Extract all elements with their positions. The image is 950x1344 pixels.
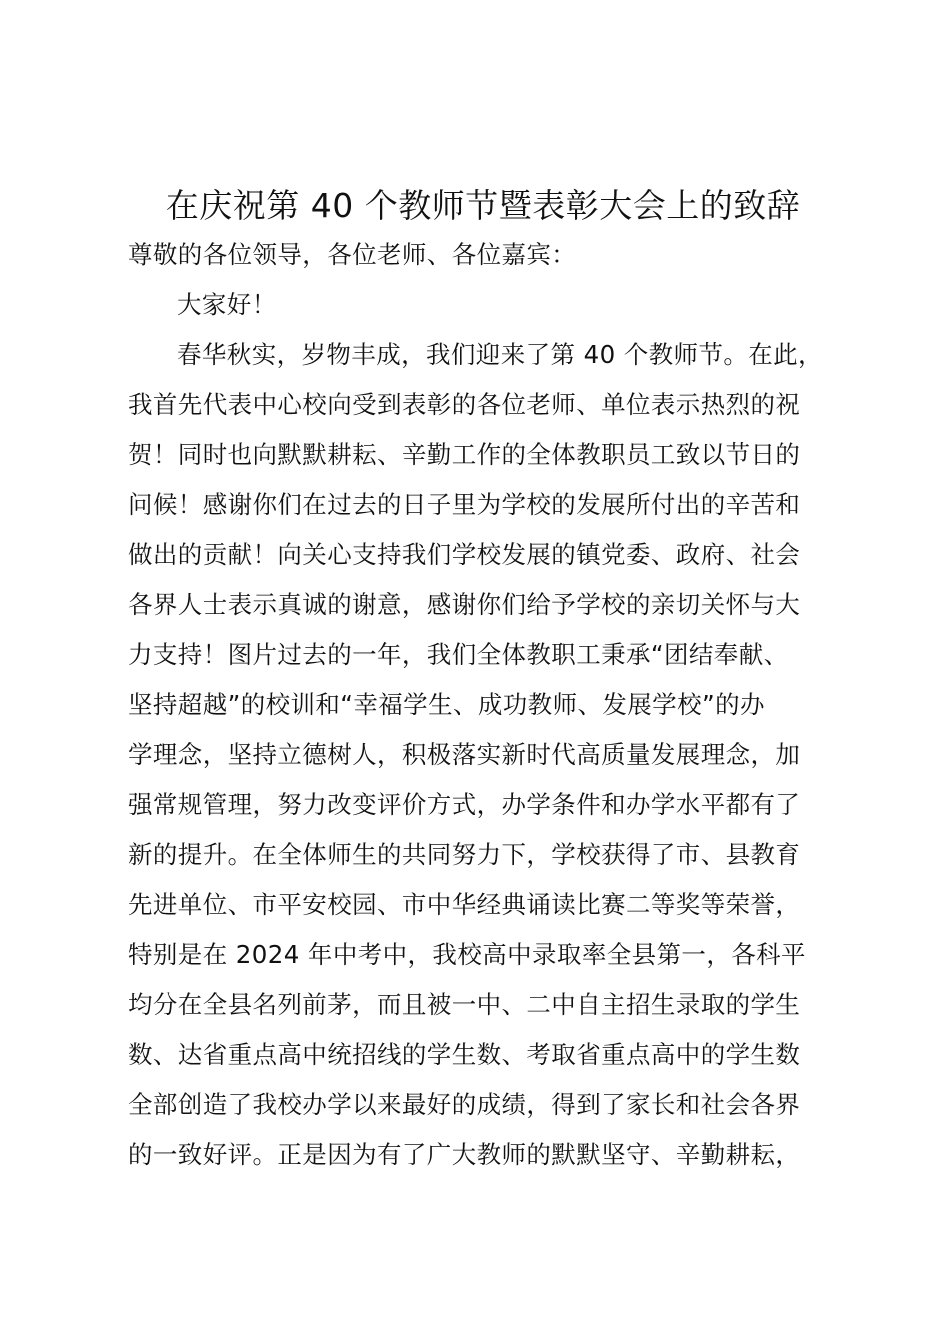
- body-line: 强常规管理，努力改变评价方式，办学条件和办学水平都有了: [128, 790, 801, 819]
- body-line: 春华秋实，岁物丰成，我们迎来了第 40 个教师节。在此，: [177, 340, 823, 369]
- body-line: 特别是在 2024 年中考中，我校高中录取率全县第一，各科平: [128, 940, 806, 969]
- body-line: 先进单位、市平安校园、市中华经典诵读比赛二等奖等荣誉，: [128, 890, 801, 919]
- body-line: 全部创造了我校办学以来最好的成绩，得到了家长和社会各界: [128, 1090, 801, 1119]
- document-title: 在庆祝第 40 个教师节暨表彰大会上的致辞: [165, 186, 801, 225]
- body-line: 我首先代表中心校向受到表彰的各位老师、单位表示热烈的祝: [128, 390, 801, 419]
- greeting: 大家好！: [177, 290, 277, 319]
- body-line: 问候！感谢你们在过去的日子里为学校的发展所付出的辛苦和: [128, 490, 801, 519]
- body-line: 贺！同时也向默默耕耘、辛勤工作的全体教职员工致以节日的: [128, 440, 801, 469]
- salutation: 尊敬的各位领导，各位老师、各位嘉宾：: [128, 240, 577, 269]
- body-line: 做出的贡献！向关心支持我们学校发展的镇党委、政府、社会: [128, 540, 801, 569]
- body-line: 坚持超越”的校训和“幸福学生、成功教师、发展学校”的办: [128, 690, 765, 719]
- body-line: 新的提升。在全体师生的共同努力下，学校获得了市、县教育: [128, 840, 801, 869]
- body-line: 学理念，坚持立德树人，积极落实新时代高质量发展理念，加: [128, 740, 801, 769]
- body-line: 数、达省重点高中统招线的学生数、考取省重点高中的学生数: [128, 1040, 801, 1069]
- body-line: 力支持！图片过去的一年，我们全体教职工秉承“团结奉献、: [128, 640, 789, 669]
- body-line: 各界人士表示真诚的谢意，感谢你们给予学校的亲切关怀与大: [128, 590, 801, 619]
- body-line: 均分在全县名列前茅，而且被一中、二中自主招生录取的学生: [128, 990, 801, 1019]
- body-line: 的一致好评。正是因为有了广大教师的默默坚守、辛勤耕耘，: [128, 1140, 801, 1169]
